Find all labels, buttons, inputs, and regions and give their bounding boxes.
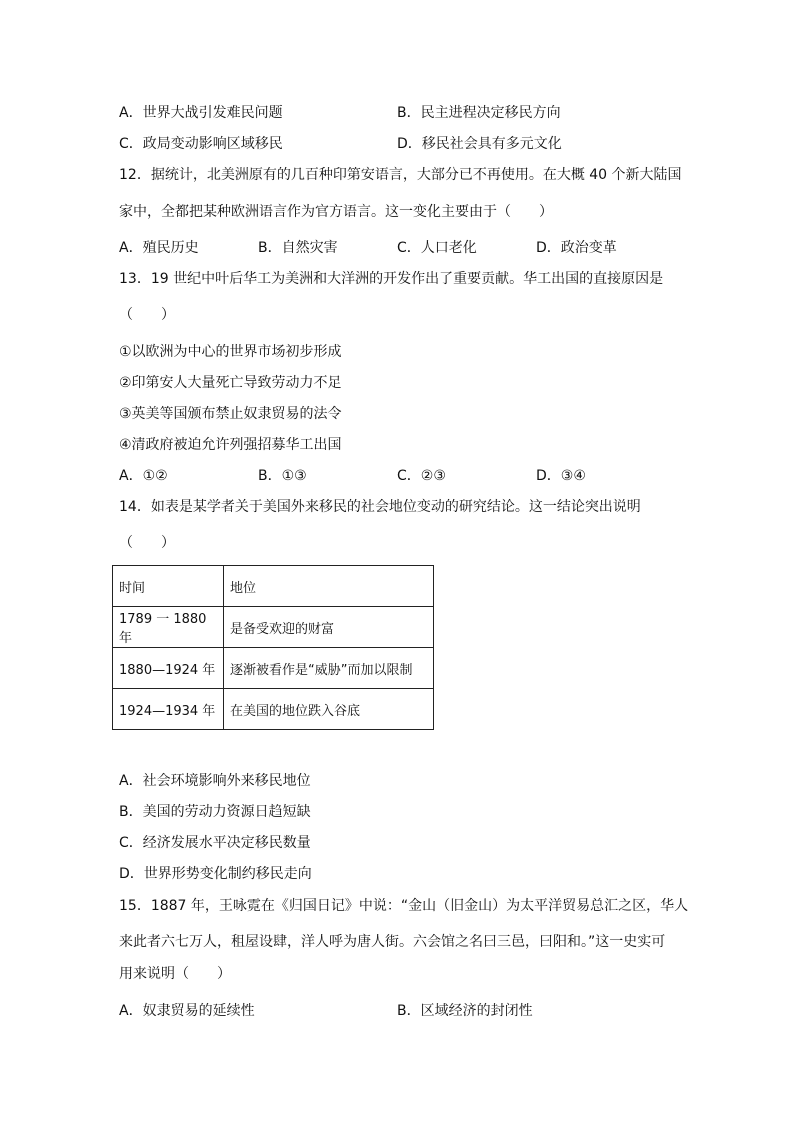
table-row bbox=[113, 607, 434, 648]
q15-stem-line-2: 来此者六七万人，租屋设肆，洋人呼为唐人街。六会馆之名曰三邑，曰阳和。”这一史实可 bbox=[119, 934, 666, 950]
table-cell-time: 1880—1924 年 bbox=[113, 648, 224, 689]
q11-option-b: B．民主进程决定移民方向 bbox=[397, 105, 561, 121]
table-cell-time: 1924—1934 年 bbox=[113, 689, 224, 730]
q14-table bbox=[112, 565, 434, 730]
q13-option-c: C．②③ bbox=[397, 468, 446, 484]
q14-option-a: A．社会环境影响外来移民地位 bbox=[119, 773, 311, 789]
q13-option-d: D．③④ bbox=[536, 468, 586, 484]
q13-item-3: ③英美等国颁布禁止奴隶贸易的法令 bbox=[119, 406, 342, 422]
table-header-time: 时间 bbox=[113, 566, 224, 607]
q13-item-4: ④清政府被迫允许列强招募华工出国 bbox=[119, 437, 342, 453]
q15-option-a: A．奴隶贸易的延续性 bbox=[119, 1003, 255, 1019]
table-header-row bbox=[113, 566, 434, 607]
q13-option-a: A．①② bbox=[119, 468, 168, 484]
table-cell-status: 在美国的地位跌入谷底 bbox=[224, 689, 434, 730]
table-cell-status: 逐渐被看作是“威胁”而加以限制 bbox=[224, 648, 434, 689]
q15-stem-line-3: 用来说明（ ） bbox=[119, 966, 231, 982]
q14-option-c: C．经济发展水平决定移民数量 bbox=[119, 835, 311, 851]
q14-option-b: B．美国的劳动力资源日趋短缺 bbox=[119, 804, 311, 820]
table-cell-time: 1789 一 1880 年 bbox=[113, 607, 224, 648]
q12-stem-line-1: 12．据统计，北美洲原有的几百种印第安语言，大部分已不再使用。在大概 40 个新大陆国 bbox=[119, 167, 682, 183]
q12-option-b: B．自然灾害 bbox=[258, 240, 338, 256]
q12-stem-line-2: 家中，全都把某种欧洲语言作为官方语言。这一变化主要由于（ ） bbox=[119, 204, 553, 220]
q11-option-c: C．政局变动影响区域移民 bbox=[119, 136, 283, 152]
q13-stem-line-2: （ ） bbox=[119, 307, 175, 323]
q12-option-a: A．殖民历史 bbox=[119, 240, 199, 256]
q15-option-b: B．区域经济的封闭性 bbox=[397, 1003, 533, 1019]
q13-stem-line-1: 13．19 世纪中叶后华工为美洲和大洋洲的开发作出了重要贡献。华工出国的直接原因是 bbox=[119, 271, 664, 287]
q12-option-c: C．人口老化 bbox=[397, 240, 477, 256]
table-row bbox=[113, 689, 434, 730]
q11-option-d: D．移民社会具有多元文化 bbox=[397, 136, 562, 152]
q11-option-a: A．世界大战引发难民问题 bbox=[119, 105, 283, 121]
table-cell-status: 是备受欢迎的财富 bbox=[224, 607, 434, 648]
q15-stem-line-1: 15．1887 年，王咏霓在《归国日记》中说：“金山（旧金山）为太平洋贸易总汇之区，华人 bbox=[119, 898, 689, 914]
q14-stem-line-2: （ ） bbox=[119, 535, 175, 551]
q12-option-d: D．政治变革 bbox=[536, 240, 617, 256]
q13-item-1: ①以欧洲为中心的世界市场初步形成 bbox=[119, 344, 342, 360]
q13-option-b: B．①③ bbox=[258, 468, 307, 484]
q13-item-2: ②印第安人大量死亡导致劳动力不足 bbox=[119, 375, 342, 391]
table-header-status: 地位 bbox=[224, 566, 434, 607]
q14-option-d: D．世界形势变化制约移民走向 bbox=[119, 866, 312, 882]
q14-stem-line-1: 14．如表是某学者关于美国外来移民的社会地位变动的研究结论。这一结论突出说明 bbox=[119, 499, 641, 515]
table-row bbox=[113, 648, 434, 689]
